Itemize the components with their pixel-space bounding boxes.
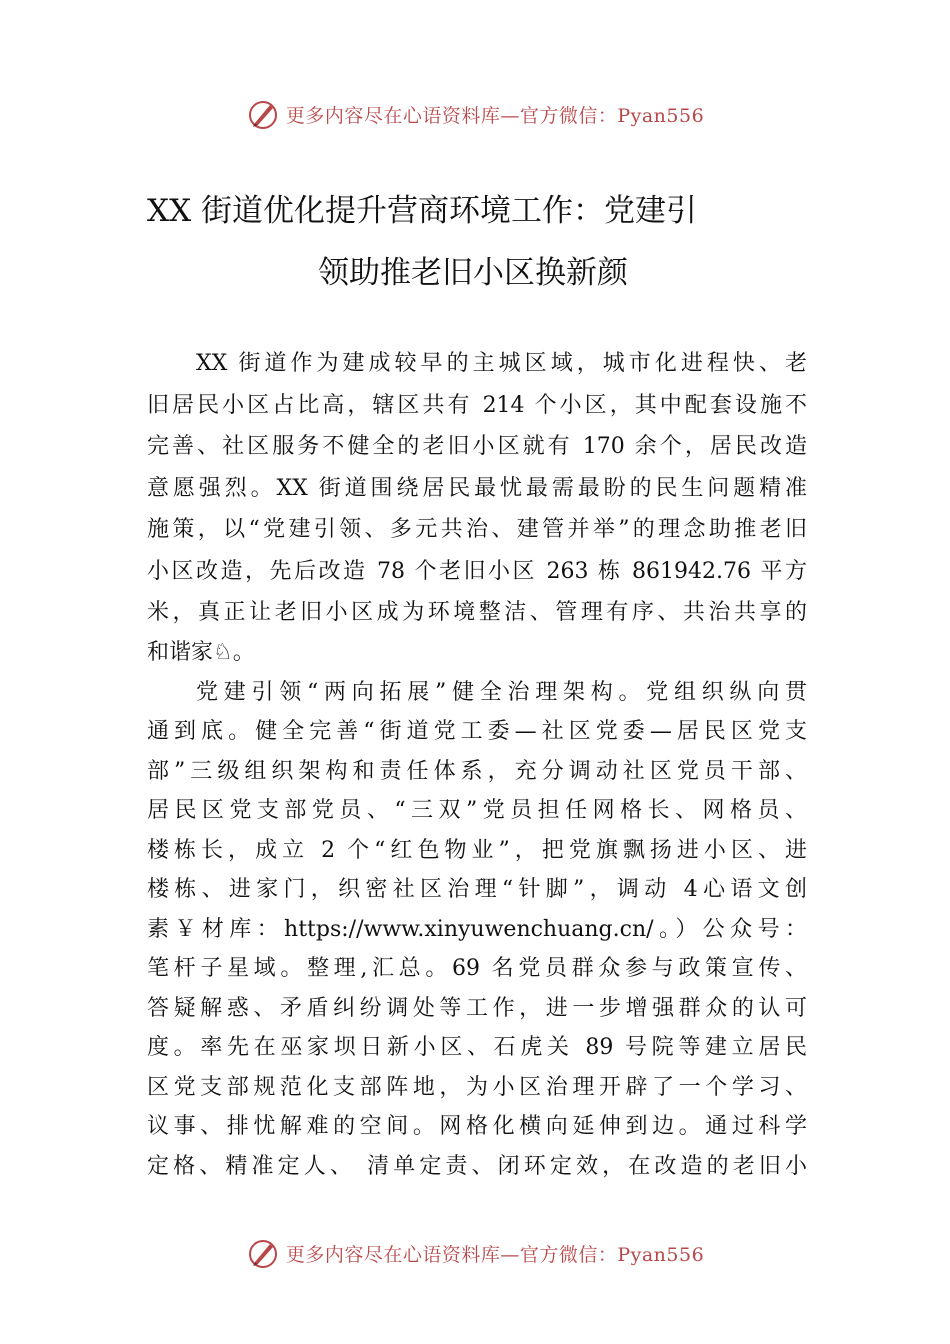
paragraph-line: 小区改造，先后改造 78 个老旧小区 263 栋 861942.76 平方: [147, 559, 807, 584]
paragraph-line: 党建引领“两向拓展”健全治理架构。党组织纵向贯: [196, 680, 807, 705]
paragraph-line: 楼栋长，成立 2 个“红色物业”，把党旗飘扬进小区、进: [147, 838, 807, 863]
paragraph-line: 定格、精准定人、 清单定责、闭环定效，在改造的老旧小: [147, 1154, 807, 1179]
paragraph-line: 笔杆子星域。整理,汇总。69 名党员群众参与政策宣传、: [147, 956, 807, 981]
paragraph-line: 意愿强烈。XX 街道围绕居民最忧最需最盼的民生问题精准: [147, 476, 807, 501]
watermark-header: [0, 94, 950, 134]
paragraph-line: 居民区党支部党员、“三双”党员担任网格长、网格员、: [147, 798, 807, 823]
paragraph-line: 和谐家♘。: [147, 640, 255, 665]
watermark-text: 更多内容尽在心语资料库—官方微信：Pyan556: [285, 1243, 705, 1266]
watermark-footer: [0, 1233, 950, 1273]
paragraph-line: XX 街道作为建成较早的主城区域，城市化进程快、老: [196, 351, 807, 376]
paragraph-line: 施策，以“党建引领、多元共治、建管并举”的理念助推老旧: [147, 517, 807, 542]
paragraph-line: 议事、排忧解难的空间。网格化横向延伸到边。通过科学: [147, 1114, 807, 1139]
paragraph-line: 度。率先在巫家坝日新小区、石虎关 89 号院等建立居民: [147, 1035, 807, 1060]
paragraph-line: 答疑解惑、矛盾纠纷调处等工作，进一步增强群众的认可: [147, 996, 807, 1021]
paragraph-line: 旧居民小区占比高，辖区共有 214 个小区，其中配套设施不: [147, 393, 807, 418]
paragraph-line: 楼栋、进家门，织密社区治理“针脚”，调动 4心语文创: [147, 877, 807, 902]
document-title-line-2: 领助推老旧小区换新颜: [318, 255, 628, 291]
paragraph-line: 完善、社区服务不健全的老旧小区就有 170 余个，居民改造: [147, 434, 807, 459]
pen-logo-icon: [246, 97, 280, 131]
paragraph-line: 米，真正让老旧小区成为环境整洁、管理有序、共治共享的: [147, 600, 807, 625]
watermark-text: 更多内容尽在心语资料库—官方微信：Pyan556: [285, 104, 705, 127]
document-title-line-1: XX 街道优化提升营商环境工作：党建引: [147, 193, 697, 229]
paragraph-line: 通到底。健全完善“街道党工委—社区党委—居民区党支: [147, 719, 807, 744]
paragraph-line: 区党支部规范化支部阵地，为小区治理开辟了一个学习、: [147, 1075, 807, 1100]
paragraph-line: 素￥材库：https://www.xinyuwenchuang.cn/。）公众号：: [147, 917, 807, 942]
paragraph-line: 部”三级组织架构和责任体系，充分调动社区党员干部、: [147, 759, 807, 784]
pen-logo-icon: [246, 1236, 280, 1270]
